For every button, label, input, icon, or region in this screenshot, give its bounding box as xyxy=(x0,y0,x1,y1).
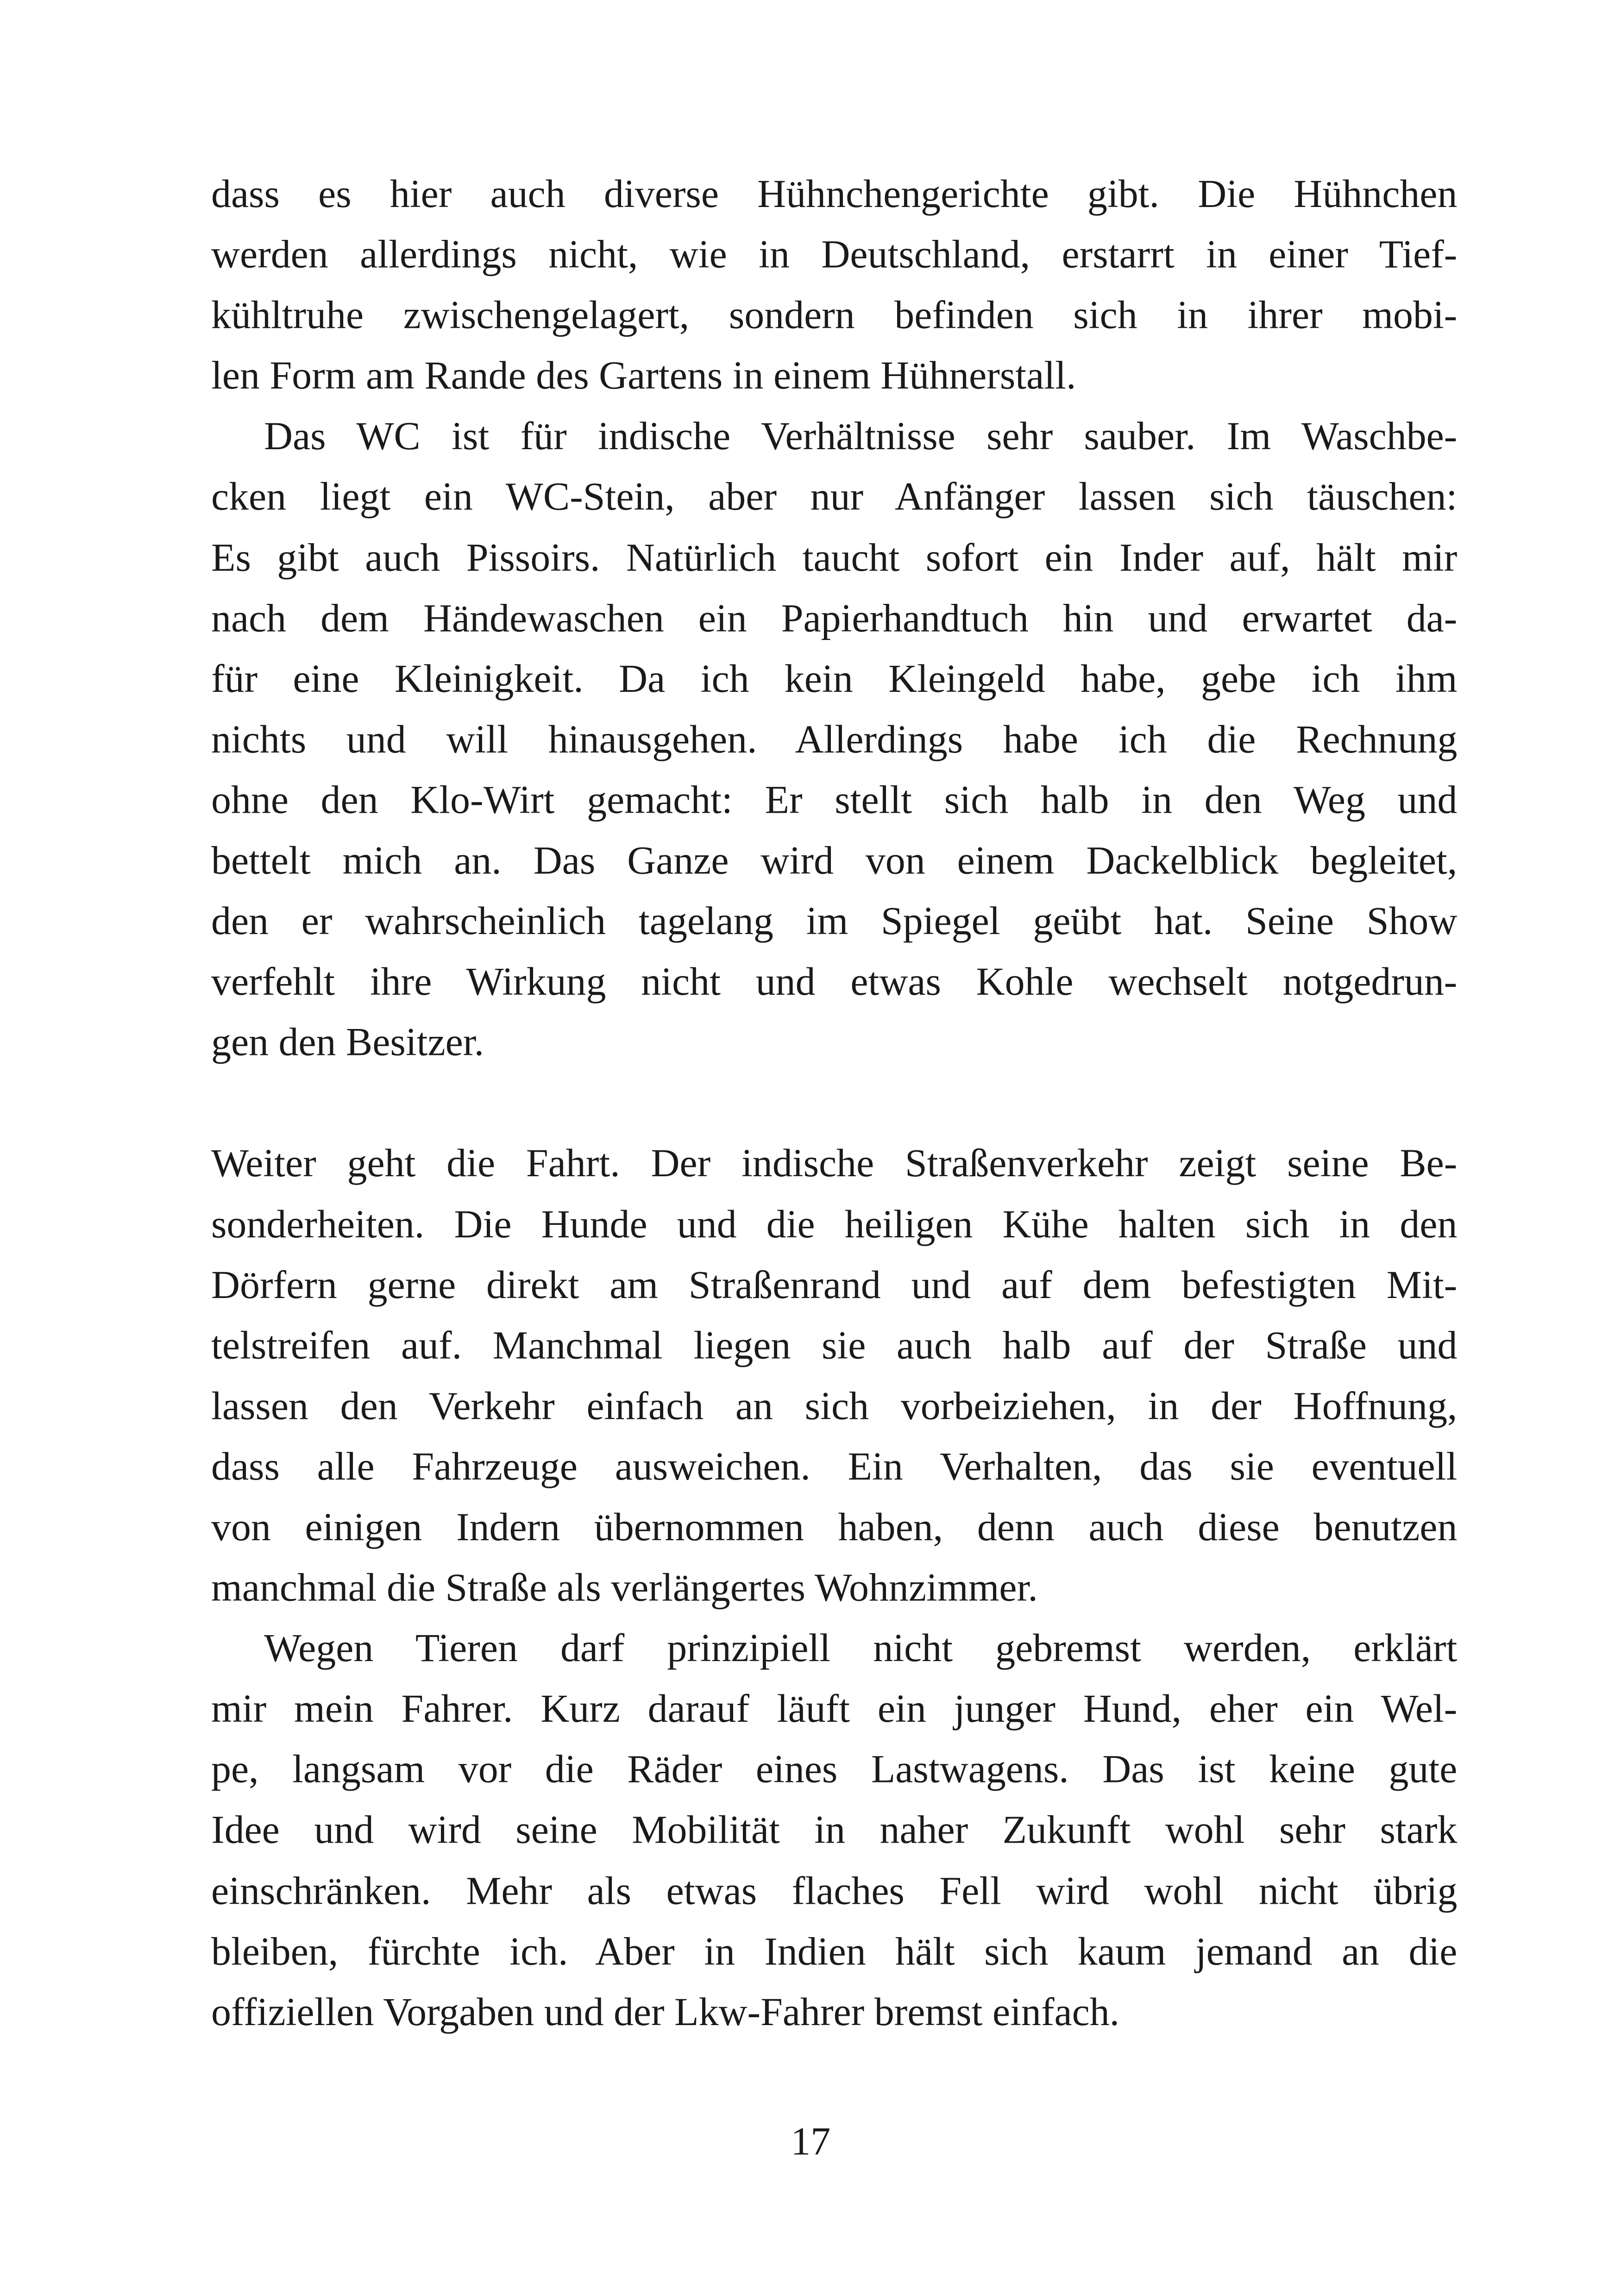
body-text xyxy=(211,164,1457,2043)
text-line: Das WC ist für indische Verhältnisse sehr sauber. Im Waschbe- xyxy=(264,414,1458,459)
text-line: sonderheiten. Die Hunde und die heiligen Kühe halten sich in den xyxy=(211,1202,1458,1247)
text-line: dass alle Fahrzeuge ausweichen. Ein Verhalten, das sie eventuell xyxy=(211,1445,1458,1489)
text-line: Idee und wird seine Mobilität in naher Zukunft wohl sehr stark xyxy=(211,1808,1458,1852)
paragraph-strassenverkehr xyxy=(211,1134,1457,1618)
text-line: Wegen Tieren darf prinzipiell nicht gebremst werden, erklärt xyxy=(264,1626,1458,1671)
text-line: cken liegt ein WC-Stein, aber nur Anfänger lassen sich täuschen: xyxy=(211,475,1458,519)
text-line: von einigen Indern übernommen haben, denn auch diese benutzen xyxy=(211,1506,1458,1549)
text-line: manchmal die Straße als verlängertes Wohnzimmer. xyxy=(211,1566,1038,1610)
text-line: Dörfern gerne direkt am Straßenrand und auf dem befestigten Mit- xyxy=(211,1263,1458,1307)
text-line: verfehlt ihre Wirkung nicht und etwas Kohle wechselt notgedrun- xyxy=(211,960,1458,1004)
text-line: Weiter geht die Fahrt. Der indische Straßenverkehr zeigt seine Be- xyxy=(211,1142,1458,1186)
text-line: nach dem Händewaschen ein Papierhandtuch hin und erwartet da- xyxy=(211,596,1458,640)
text-line: pe, langsam vor die Räder eines Lastwagens. Das ist keine gute xyxy=(211,1748,1458,1792)
paragraph-wc xyxy=(211,407,1457,1073)
text-line: offiziellen Vorgaben und der Lkw-Fahrer bremst einfach. xyxy=(211,1990,1120,2034)
text-line: einschränken. Mehr als etwas flaches Fell wird wohl nicht übrig xyxy=(211,1869,1458,1913)
text-line: ohne den Klo-Wirt gemacht: Er stellt sich halb in den Weg und xyxy=(211,778,1458,822)
text-line: len Form am Rande des Gartens in einem Hühnerstall. xyxy=(211,354,1076,398)
text-line: gen den Besitzer. xyxy=(211,1021,484,1065)
page-number: 17 xyxy=(791,2120,831,2164)
paragraph-hühnchen xyxy=(211,164,1457,406)
paragraph-tiere xyxy=(211,1618,1457,2043)
text-line: nichts und will hinausgehen. Allerdings habe ich die Rechnung xyxy=(211,718,1458,762)
text-line: bleiben, fürchte ich. Aber in Indien hält sich kaum jemand an die xyxy=(211,1930,1458,1974)
text-line: lassen den Verkehr einfach an sich vorbeiziehen, in der Hoffnung, xyxy=(211,1384,1458,1428)
text-line: telstreifen auf. Manchmal liegen sie auch halb auf der Straße und xyxy=(211,1324,1458,1368)
text-line: Es gibt auch Pissoirs. Natürlich taucht sofort ein Inder auf, hält mir xyxy=(211,536,1458,580)
text-line: den er wahrscheinlich tagelang im Spiegel geübt hat. Seine Show xyxy=(211,899,1458,943)
text-line: mir mein Fahrer. Kurz darauf läuft ein junger Hund, eher ein Wel- xyxy=(211,1687,1458,1731)
text-line: werden allerdings nicht, wie in Deutschland, erstarrt in einer Tief- xyxy=(211,233,1458,277)
text-line: kühltruhe zwischengelagert, sondern befinden sich in ihrer mobi- xyxy=(211,294,1458,338)
text-line: für eine Kleinigkeit. Da ich kein Kleingeld habe, gebe ich ihm xyxy=(211,657,1458,701)
text-line: bettelt mich an. Das Ganze wird von einem Dackelblick begleitet, xyxy=(211,839,1458,883)
text-line: dass es hier auch diverse Hühnchengerichte gibt. Die Hühnchen xyxy=(211,172,1458,216)
